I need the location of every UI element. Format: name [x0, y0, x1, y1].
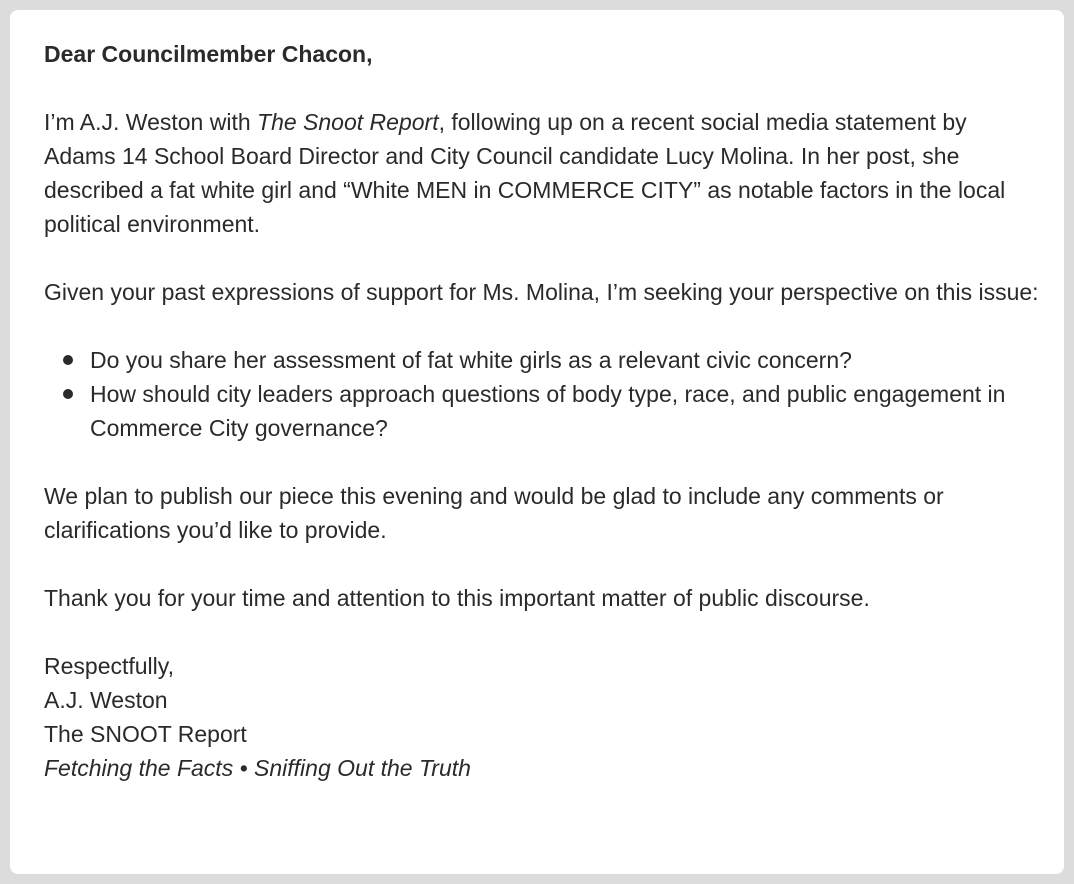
thanks-paragraph: Thank you for your time and attention to this important matter of public discourse. [44, 585, 870, 611]
bullet-icon [63, 355, 73, 365]
question-text: Do you share her assessment of fat white girls as a relevant civic concern? [90, 347, 852, 373]
signature-block [44, 649, 1040, 785]
question-list [44, 343, 1040, 445]
intro-text-end: , following up on a recent social media statement by Adams 14 School Board Director and City Council candidate Lucy Molina. In her post, she described a fat white girl and “White MEN in COMMERCE CITY” as notable factors in the local political environment. [44, 109, 1006, 237]
closing: Respectfully, [44, 653, 174, 679]
intro-paragraph [44, 105, 1040, 241]
request-paragraph: Given your past expressions of support for Ms. Molina, I’m seeking your perspective on this issue: [44, 279, 1039, 305]
tagline: Fetching the Facts • Sniffing Out the Truth [44, 755, 471, 781]
email-body [10, 10, 1064, 874]
question-text: How should city leaders approach questions of body type, race, and public engagement in Commerce City governance? [90, 381, 1006, 441]
signature-name: A.J. Weston [44, 687, 168, 713]
intro-text-start: I’m A.J. Weston with [44, 109, 258, 135]
publish-paragraph: We plan to publish our piece this evening and would be glad to include any comments or clarifications you’d like to provide. [44, 483, 944, 543]
bullet-icon [63, 389, 73, 399]
list-item [44, 377, 1040, 445]
list-item [44, 343, 1040, 377]
signature-org: The SNOOT Report [44, 721, 247, 747]
salutation: Dear Councilmember Chacon, [44, 41, 373, 67]
publication-name: The Snoot Report [257, 109, 439, 135]
